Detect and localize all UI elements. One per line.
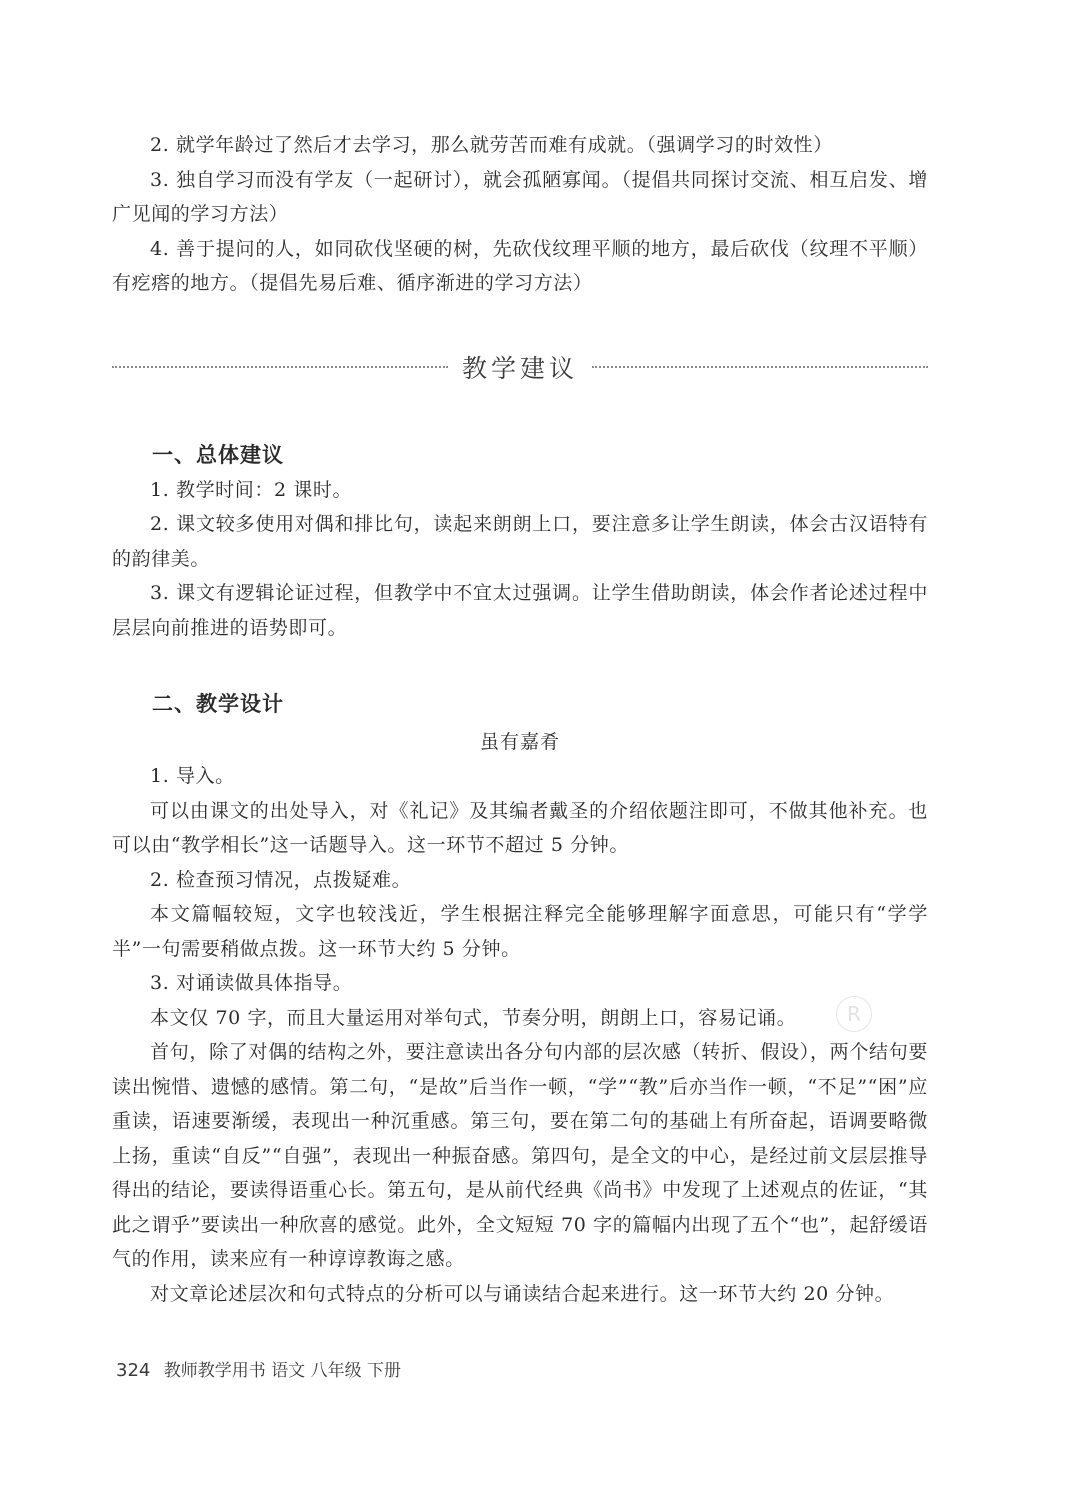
intro-item: 4. 善于提问的人，如同砍伐坚硬的树，先砍伐纹理平顺的地方，最后砍伐（纹理不平顺）有疙瘩的地方。（提倡先易后难、循序渐进的学习方法） bbox=[112, 237, 928, 294]
section-title: 教学建议 bbox=[462, 353, 579, 383]
dotted-rule-right bbox=[592, 366, 928, 368]
book-info: 教师教学用书 语文 八年级 下册 bbox=[163, 1361, 401, 1381]
registered-watermark-icon: R bbox=[836, 996, 872, 1032]
advice-item: 2. 课文较多使用对偶和排比句，读起来朗朗上口，要注意多让学生朗读，体会古汉语特有的韵律美。 bbox=[112, 513, 928, 570]
design-paragraph: 可以由课文的出处导入，对《礼记》及其编者戴圣的介绍依题注即可，不做其他补充。也可以由“教学相长”这一话题导入。这一环节不超过 5 分钟。 bbox=[112, 799, 928, 856]
page-number: 324 bbox=[116, 1360, 151, 1381]
design-paragraph: 首句，除了对偶的结构之外，要注意读出各分句内部的层次感（转折、假设），两个结句要读出惋惜、遗憾的感情。第二句，“是故”后当作一顿，“学”“教”后亦当作一顿，“不足”“困”应重读，语速要渐缓，表现出一种沉重感。第三句，要在第二句的基础上有所奋起，语调要略微上扬，重读“自反”“自强”，表现出一种振奋感。第四句，是全文的中心，是经过前文层层推导得出的结论，要读得语重心长。第五句，是从前代经典《尚书》中发现了上述观点的佐证，“其此之谓乎”要读出一种欣喜的感觉。此外，全文短短 70 字的篇幅内出现了五个“也”，起舒缓语气的作用，读来应有一种谆谆教诲之感。 bbox=[112, 1041, 928, 1270]
dotted-rule-left bbox=[112, 366, 448, 368]
heading-teaching-design: 二、教学设计 bbox=[152, 692, 284, 716]
section-banner bbox=[112, 347, 928, 387]
intro-item: 3. 独自学习而没有学友（一起研讨），就会孤陋寡闻。（提倡共同探讨交流、相互启发、增广见闻的学习方法） bbox=[112, 168, 928, 225]
advice-item: 1. 教学时间：2 课时。 bbox=[150, 478, 353, 501]
advice-item: 3. 课文有逻辑论证过程，但教学中不宜太过强调。让学生借助朗读，体会作者论述过程中层层向前推进的语势即可。 bbox=[112, 582, 928, 639]
design-paragraph: 1. 导入。 bbox=[150, 765, 235, 787]
design-paragraph: 3. 对诵读做具体指导。 bbox=[150, 972, 353, 994]
design-paragraph: 对文章论述层次和句式特点的分析可以与诵读结合起来进行。这一环节大约 20 分钟。 bbox=[150, 1282, 895, 1305]
lesson-subtitle: 虽有嘉肴 bbox=[479, 731, 560, 753]
design-paragraph: 本文仅 70 字，而且大量运用对举句式，节奏分明，朗朗上口，容易记诵。 bbox=[150, 1006, 797, 1029]
page-content bbox=[112, 128, 928, 1311]
design-paragraph: 本文篇幅较短，文字也较浅近，学生根据注释完全能够理解字面意思，可能只有“学学半”一句需要稍做点拨。这一环节大约 5 分钟。 bbox=[112, 903, 928, 960]
design-paragraph: 2. 检查预习情况，点拨疑难。 bbox=[150, 868, 412, 891]
page-footer bbox=[116, 1356, 401, 1381]
intro-item: 2. 就学年龄过了然后才去学习，那么就劳苦而难有成就。（强调学习的时效性） bbox=[150, 134, 833, 156]
heading-general-advice: 一、总体建议 bbox=[152, 442, 284, 467]
